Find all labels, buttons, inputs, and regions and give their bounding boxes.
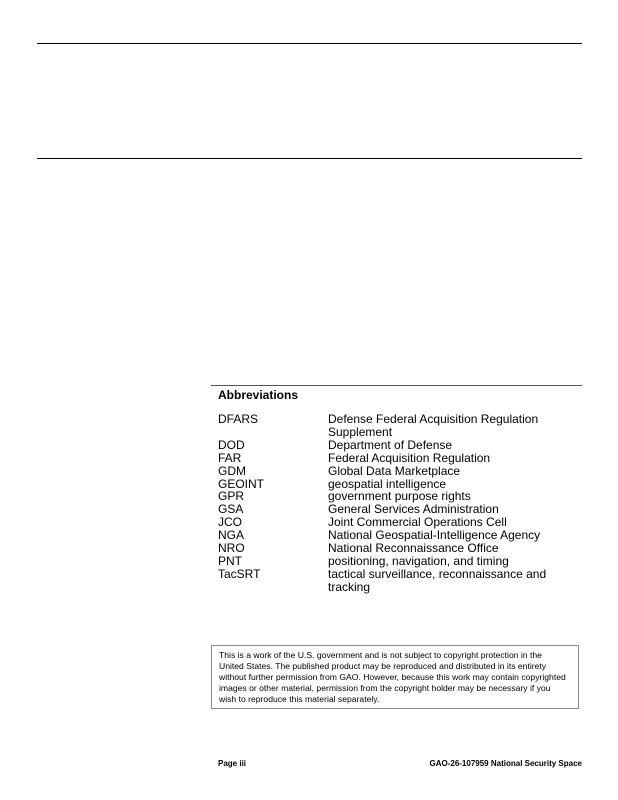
abbreviation-definition: Federal Acquisition Regulation [328,450,491,465]
abbreviation-term: DOD [218,437,245,452]
abbreviations-heading: Abbreviations [218,388,299,402]
abbreviation-term: PNT [218,553,242,568]
abbreviation-definition: positioning, navigation, and timing [328,553,509,568]
abbreviation-definition: government purpose rights [328,489,471,504]
abbreviation-term: NRO [218,541,245,556]
abbreviation-definition: Joint Commercial Operations Cell [328,515,507,530]
abbreviation-term: GEOINT [218,476,265,491]
report-id: GAO-26-107959 National Security Space [429,759,582,768]
abbreviation-term: FAR [218,450,242,465]
abbreviation-term: GSA [218,502,244,517]
abbreviation-definition: tactical surveillance, reconnaissance and tracking [328,566,547,594]
list-item [218,413,582,439]
abbreviation-definition: Global Data Marketplace [328,463,461,478]
list-item [218,555,582,568]
abbreviation-term: GPR [218,489,245,504]
abbreviations-list [218,413,582,594]
page-number: Page iii [218,759,247,768]
abbreviation-term: JCO [218,515,242,530]
list-item [218,568,582,594]
abbreviations-rule [211,385,582,386]
copyright-notice: This is a work of the U.S. government and is not subject to copyright protection in the United States. The published product may be reproduced and distributed in its entirety without further permission from GAO. However, because this work may contain copyrighted images or other material, permission from the copyright holder may be necessary if you wish to reproduce this material separately. [211,645,579,709]
abbreviation-definition: Department of Defense [328,437,453,452]
abbreviation-definition: National Geospatial-Intelligence Agency [328,528,541,543]
abbreviation-definition: geospatial intelligence [328,476,447,491]
abbreviation-term: NGA [218,528,245,543]
abbreviation-definition: Defense Federal Acquisition Regulation Supplement [328,412,539,439]
abbreviation-term: DFARS [218,412,259,426]
abbreviations-section [218,388,582,594]
abbreviation-term: GDM [218,463,246,478]
section-rule [37,158,582,159]
abbreviation-definition: General Services Administration [328,502,499,517]
top-rule [37,43,582,44]
list-item [218,439,582,452]
list-item [218,465,582,478]
list-item [218,452,582,465]
abbreviation-term: TacSRT [218,566,261,581]
abbreviation-definition: National Reconnaissance Office [328,541,499,556]
